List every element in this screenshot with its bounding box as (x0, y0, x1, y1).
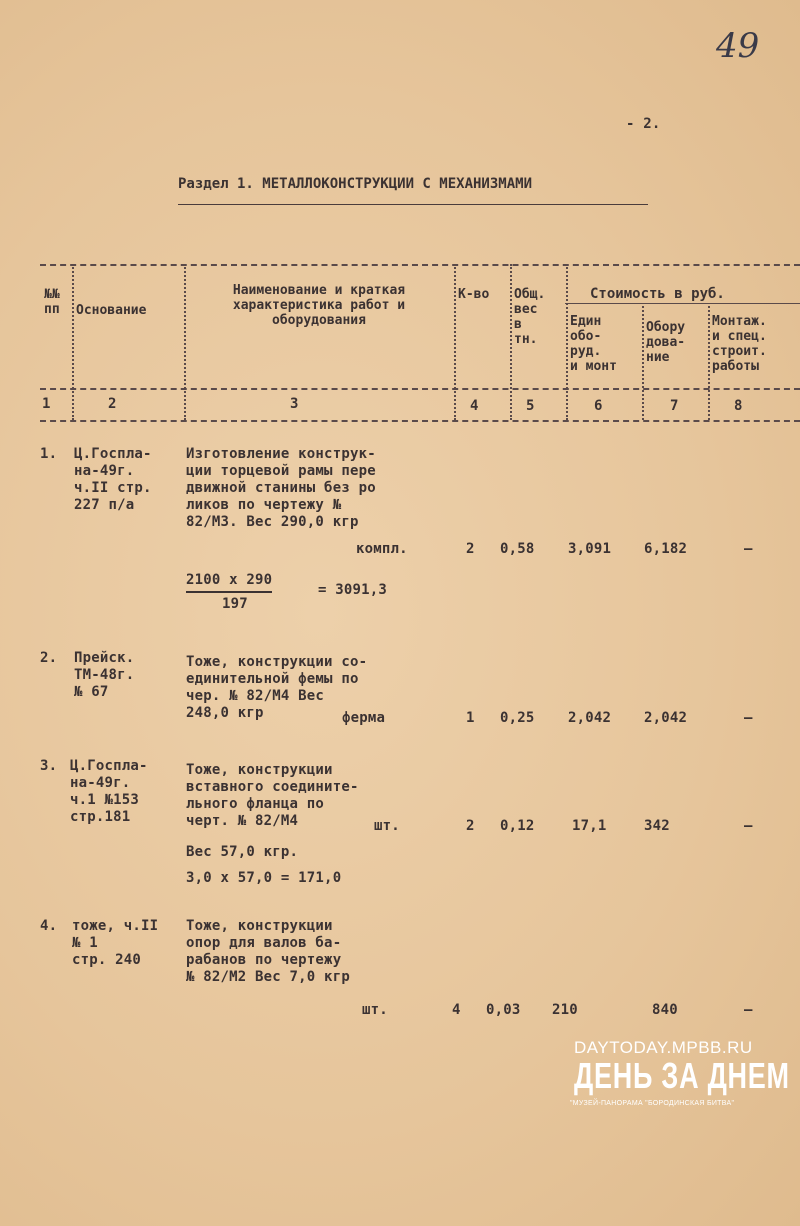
column-number: 8 (734, 398, 743, 414)
header-basis: Основание (76, 303, 147, 318)
col-divider (454, 264, 456, 420)
watermark-url: DAYTODAY.MPBB.RU (574, 1038, 753, 1057)
row-weight: 0,25 (500, 710, 535, 726)
row-unit-price: 210 (552, 1002, 578, 1018)
header-quantity: К-во (458, 287, 490, 302)
row-quantity: 2 (466, 818, 475, 834)
cost-group-rule (565, 303, 800, 304)
row-description: Тоже, конструкции со- единительной фемы по чер. № 82/М4 Вес 248,0 кгр (186, 654, 368, 721)
colnum-bottom-rule (40, 420, 800, 422)
row-description: Тоже, конструкции вставного соедините- льного фланца по черт. № 82/М4 (186, 762, 359, 829)
row-mounting: – (744, 541, 753, 557)
col-divider (642, 306, 644, 420)
row-basis: тоже, ч.II № 1 стр. 240 (72, 918, 159, 968)
watermark-subtitle: "МУЗЕЙ-ПАНОРАМА "БОРОДИНСКАЯ БИТВА" (570, 1100, 735, 1107)
row-unit-price: 2,042 (568, 710, 612, 726)
row-number: 2. (40, 650, 58, 666)
table-top-rule (40, 264, 800, 266)
col-divider (184, 264, 186, 420)
header-cost-group: Стоимость в руб. (590, 286, 725, 302)
row-unit: ферма (342, 710, 386, 726)
column-number: 2 (108, 396, 117, 412)
row-mounting: – (744, 710, 753, 726)
row-number: 4. (40, 918, 58, 934)
section-title: Раздел 1. МЕТАЛЛОКОНСТРУКЦИИ С МЕХАНИЗМАМИ (178, 176, 533, 192)
page-number: - 2. (626, 116, 661, 132)
column-number: 4 (470, 398, 479, 414)
row-note-calc: 3,0 х 57,0 = 171,0 (186, 870, 342, 886)
watermark-logo: ДЕНЬ ЗА ДНЕМ (574, 1055, 790, 1096)
row-quantity: 2 (466, 541, 475, 557)
row-weight: 0,12 (500, 818, 535, 834)
header-unit-price: Един обо- руд. и монт (570, 314, 617, 374)
row-equipment: 2,042 (644, 710, 688, 726)
row-basis: Ц.Госпла- на-49г. ч.1 №153 стр.181 (70, 758, 148, 825)
row-number: 1. (40, 446, 58, 462)
calc-numerator: 2100 х 290 (186, 572, 272, 593)
archive-page-number: 49 (716, 26, 760, 66)
header-description: Наименование и краткая характеристика работ и оборудования (232, 283, 406, 328)
row-description: Тоже, конструкции опор для валов ба- рабанов по чертежу № 82/М2 Вес 7,0 кгр (186, 918, 350, 985)
row-equipment: 6,182 (644, 541, 688, 557)
calc-denominator: 197 (222, 596, 248, 612)
calc-result: = 3091,3 (318, 582, 388, 598)
column-number: 5 (526, 398, 535, 414)
column-number: 3 (290, 396, 299, 412)
col-divider (72, 264, 74, 420)
row-number: 3. (40, 758, 58, 774)
col-divider (708, 306, 710, 420)
column-number: 6 (594, 398, 603, 414)
row-quantity: 1 (466, 710, 475, 726)
row-description: Изготовление конструк- ции торцевой рамы пере движной станины без ро ликов по чертежу № 82/М3. Вес 290,0 кгр (186, 446, 376, 530)
header-equipment: Обору дова- ние (646, 320, 686, 365)
row-equipment: 342 (644, 818, 670, 834)
header-mounting: Монтаж. и спец. строит. работы (712, 314, 767, 374)
row-weight: 0,58 (500, 541, 535, 557)
row-unit: шт. (374, 818, 400, 834)
row-weight: 0,03 (486, 1002, 521, 1018)
row-basis: Ц.Госпла- на-49г. ч.II стр. 227 п/а (74, 446, 152, 513)
col-divider (510, 264, 512, 420)
row-unit-price: 17,1 (572, 818, 607, 834)
column-number: 7 (670, 398, 679, 414)
row-equipment: 840 (652, 1002, 678, 1018)
row-mounting: – (744, 1002, 753, 1018)
row-mounting: – (744, 818, 753, 834)
header-bottom-rule (40, 388, 800, 390)
col-divider (566, 264, 568, 420)
row-unit: компл. (356, 541, 408, 557)
header-weight: Общ. вес в тн. (514, 287, 546, 347)
row-note-weight: Вес 57,0 кгр. (186, 844, 299, 860)
header-number: №№ пп (44, 287, 60, 317)
row-basis: Прейск. ТМ-48г. № 67 (74, 650, 135, 700)
row-quantity: 4 (452, 1002, 461, 1018)
column-number: 1 (42, 396, 51, 412)
row-unit-price: 3,091 (568, 541, 612, 557)
row-unit: шт. (362, 1002, 388, 1018)
title-underline (178, 204, 648, 205)
